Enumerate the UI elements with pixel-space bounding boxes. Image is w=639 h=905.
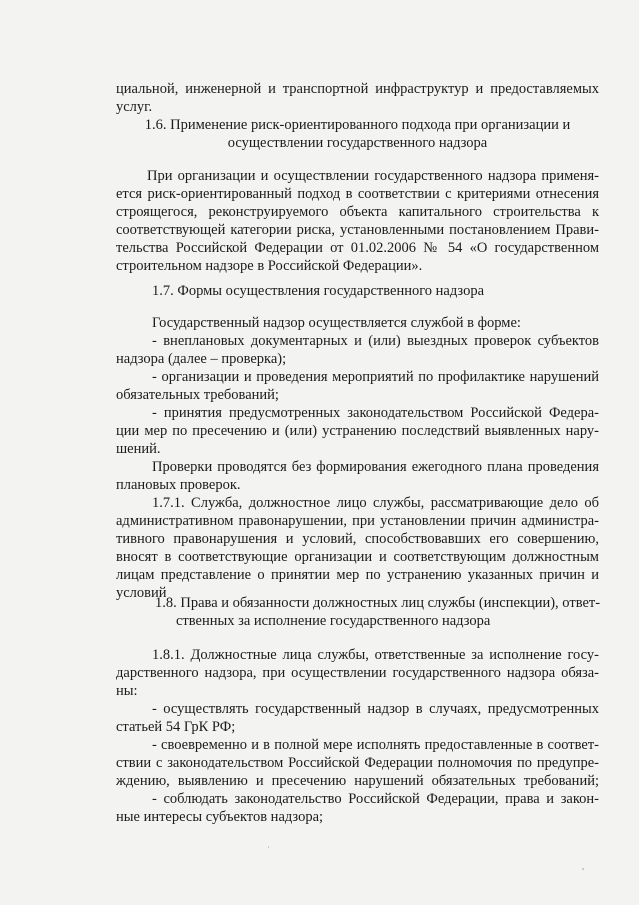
body-line: услуг.	[116, 99, 153, 115]
body-line: ные интересы субъектов надзора;	[116, 809, 324, 825]
section-heading: осуществлении государственного надзора	[227, 135, 488, 151]
body-line: соответствующей категории риска, установленными постановлением Прави-	[116, 222, 599, 238]
body-line: - своевременно и в полной мере исполнять предоставленные в соответ-	[152, 737, 599, 753]
body-line: При организации и осуществлении государственного надзора применя-	[147, 168, 599, 184]
section-heading: ственных за исполнение государственного надзора	[176, 613, 491, 629]
body-line: статьей 54 ГрК РФ;	[116, 719, 236, 735]
body-line: строительном надзоре в Российской Федерации».	[116, 258, 423, 274]
body-line: Государственный надзор осуществляется службой в форме:	[152, 315, 521, 331]
body-line: ствии с законодательством Российской Федерации полномочия по предупре-	[116, 755, 599, 771]
section-heading: 1.7. Формы осуществления государственного надзора	[152, 283, 485, 299]
body-line: 1.7.1. Служба, должностное лицо службы, рассматривающие дело об	[152, 495, 599, 511]
body-line: ется риск-ориентированный подход в соответствии с критериями отнесения	[116, 186, 599, 202]
body-line: условий	[116, 585, 167, 601]
body-line: тельства Российской Федерации от 01.02.2006 № 54 «О государственном	[116, 240, 599, 256]
body-line: надзора (далее – проверка);	[116, 351, 287, 367]
body-line: - соблюдать законодательство Российской Федерации, права и закон-	[152, 791, 599, 807]
body-line: вносят в соответствующие организации и соответствующим должностным	[116, 549, 599, 565]
section-heading: 1.8. Права и обязанности должностных лиц службы (инспекции), ответ-	[155, 595, 601, 611]
body-line: обязательных требований;	[116, 387, 279, 403]
scan-speck	[268, 846, 269, 848]
body-line: - организации и проведения мероприятий по профилактике нарушений	[152, 369, 599, 385]
body-line: - внеплановых документарных и (или) выездных проверок субъектов	[152, 333, 599, 349]
body-line: административном правонарушении, при установлении причин администра-	[116, 513, 599, 529]
scan-speck	[582, 868, 584, 870]
body-line: Проверки проводятся без формирования ежегодного плана проведения	[152, 459, 599, 475]
body-line: дарственного надзора, при осуществлении государственного надзора обяза-	[116, 665, 599, 681]
body-line: - принятия предусмотренных законодательством Российской Федера-	[152, 405, 599, 421]
body-line: ны:	[116, 683, 138, 699]
body-line: ждению, выявлению и пресечению нарушений обязательных требований;	[116, 773, 599, 789]
body-line: плановых проверок.	[116, 477, 241, 493]
body-line: 1.8.1. Должностные лица службы, ответственные за исполнение госу-	[152, 647, 599, 663]
body-line: шений.	[116, 441, 161, 457]
body-line: тивного правонарушения и условий, способствовавших его совершению,	[116, 531, 599, 547]
body-line: циальной, инженерной и транспортной инфраструктур и предоставляемых	[116, 81, 599, 97]
body-line: строящегося, реконструируемого объекта капитального строительства к	[116, 204, 599, 220]
body-line: - осуществлять государственный надзор в случаях, предусмотренных	[152, 701, 599, 717]
body-line: ции мер по пресечению и (или) устранению последствий выявленных нару-	[116, 423, 599, 439]
body-line: лицам представление о принятии мер по устранению указанных причин и	[116, 567, 599, 583]
section-heading: 1.6. Применение риск-ориентированного подхода при организации и	[144, 117, 571, 133]
